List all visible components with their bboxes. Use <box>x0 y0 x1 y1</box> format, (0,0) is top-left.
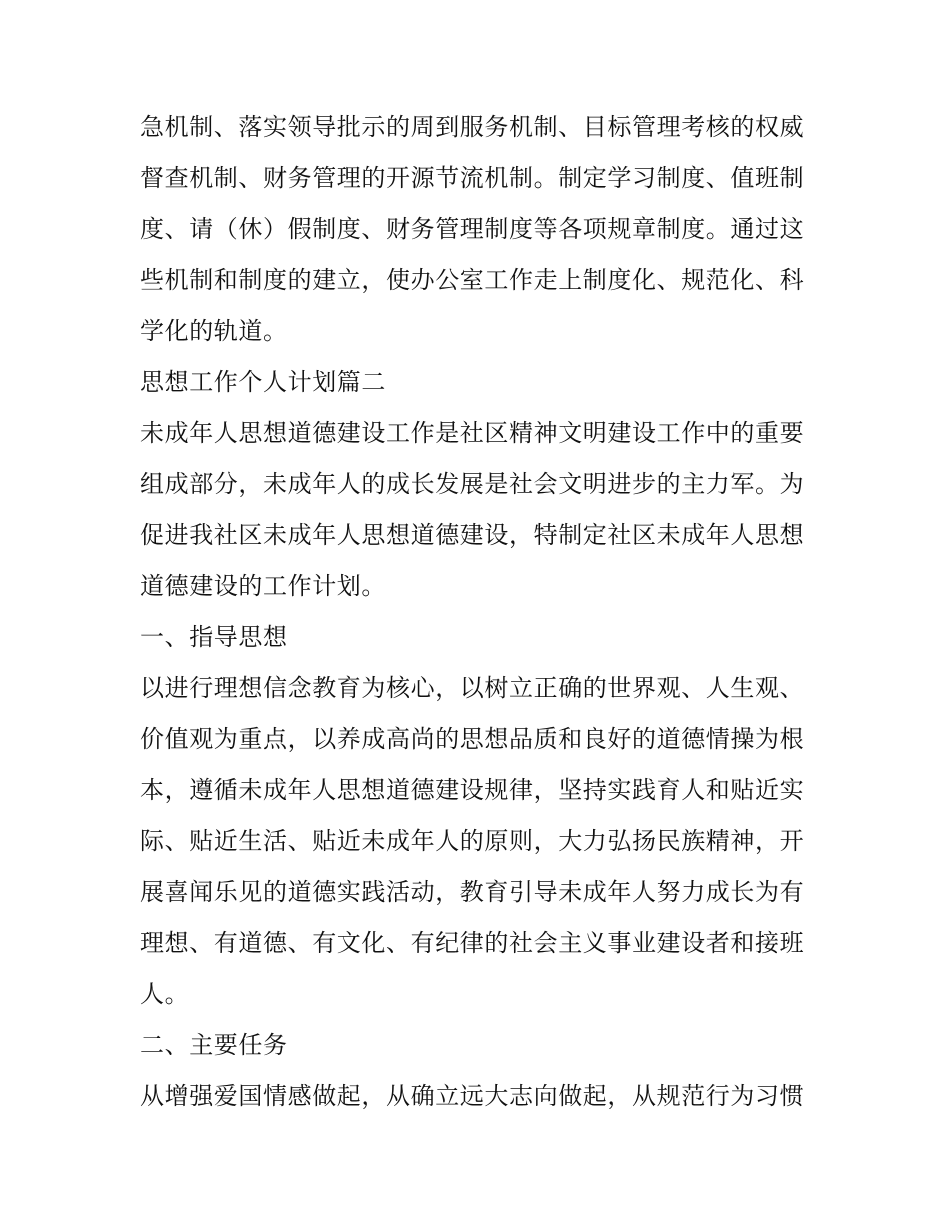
paragraph-line: 些机制和制度的建立，使办公室工作走上制度化、规范化、科 <box>140 266 805 294</box>
paragraph-line: 理想、有道德、有文化、有纪律的社会主义事业建设者和接班 <box>140 929 805 957</box>
paragraph-line: 未成年人思想道德建设工作是社区精神文明建设工作中的重要 <box>140 419 805 447</box>
paragraph-line: 道德建设的工作计划。 <box>140 572 386 600</box>
paragraph-line: 急机制、落实领导批示的周到服务机制、目标管理考核的权威 <box>140 113 805 141</box>
paragraph-line: 本，遵循未成年人思想道德建设规律，坚持实践育人和贴近实 <box>140 776 805 804</box>
paragraph-line: 展喜闻乐见的道德实践活动，教育引导未成年人努力成长为有 <box>140 878 805 906</box>
paragraph-line: 际、贴近生活、贴近未成年人的原则，大力弘扬民族精神，开 <box>140 827 805 855</box>
paragraph-line: 价值观为重点，以养成高尚的思想品质和良好的道德情操为根 <box>140 725 805 753</box>
section-heading-main-tasks: 二、主要任务 <box>140 1031 288 1059</box>
paragraph-line: 人。 <box>140 980 190 1008</box>
paragraph-line: 组成部分，未成年人的成长发展是社会文明进步的主力军。为 <box>140 470 805 498</box>
paragraph-line: 度、请（休）假制度、财务管理制度等各项规章制度。通过这 <box>140 215 805 243</box>
section-title: 思想工作个人计划篇二 <box>140 368 386 396</box>
document-body <box>140 102 820 1122</box>
paragraph-line: 以进行理想信念教育为核心，以树立正确的世界观、人生观、 <box>140 674 805 702</box>
paragraph-line: 督查机制、财务管理的开源节流机制。制定学习制度、值班制 <box>140 164 805 192</box>
paragraph-line: 促进我社区未成年人思想道德建设，特制定社区未成年人思想 <box>140 521 805 549</box>
paragraph-line: 从增强爱国情感做起，从确立远大志向做起，从规范行为习惯 <box>140 1082 805 1110</box>
section-heading-guiding-ideology: 一、指导思想 <box>140 623 288 651</box>
paragraph-line: 学化的轨道。 <box>140 317 288 345</box>
